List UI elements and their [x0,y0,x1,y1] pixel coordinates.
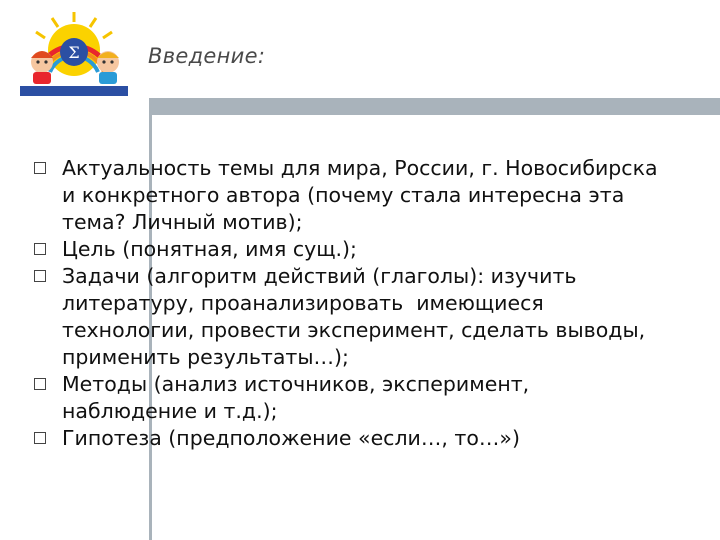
bullet-line: Задачи (алгоритм действий (глаголы): изучить [62,264,577,288]
slide-title: Введение: [148,44,266,68]
bullet-item [34,236,684,263]
bullet-line: литературу, проанализировать имеющиеся [62,291,544,315]
bullet-line: Гипотеза (предположение «если…, то…») [62,426,520,450]
checkbox-square-icon [34,270,46,282]
bullet-line: Актуальность темы для мира, России, г. Новосибирска [62,156,658,180]
checkbox-square-icon [34,432,46,444]
bullet-list [34,155,684,452]
school-kids-logo-icon [18,10,130,98]
bullet-line: Методы (анализ источников, эксперимент, [62,372,530,396]
header-rule-left [0,98,150,115]
bullet-line: и конкретного автора (почему стала интересна эта [62,183,625,207]
checkbox-square-icon [34,162,46,174]
bullet-line: тема? Личный мотив); [62,210,303,234]
school-logo [18,10,130,98]
bullet-item [34,263,684,371]
bullet-item [34,425,684,452]
bullet-line: Цель (понятная, имя сущ.); [62,237,357,261]
bullet-line: применить результаты…); [62,345,349,369]
header-accent-bar [152,98,720,115]
bullet-line: наблюдение и т.д.); [62,399,278,423]
bullet-item [34,371,684,425]
svg-text:Σ: Σ [68,43,80,62]
bullet-line: технологии, провести эксперимент, сделать выводы, [62,318,646,342]
checkbox-square-icon [34,243,46,255]
checkbox-square-icon [34,378,46,390]
bullet-item [34,155,684,236]
